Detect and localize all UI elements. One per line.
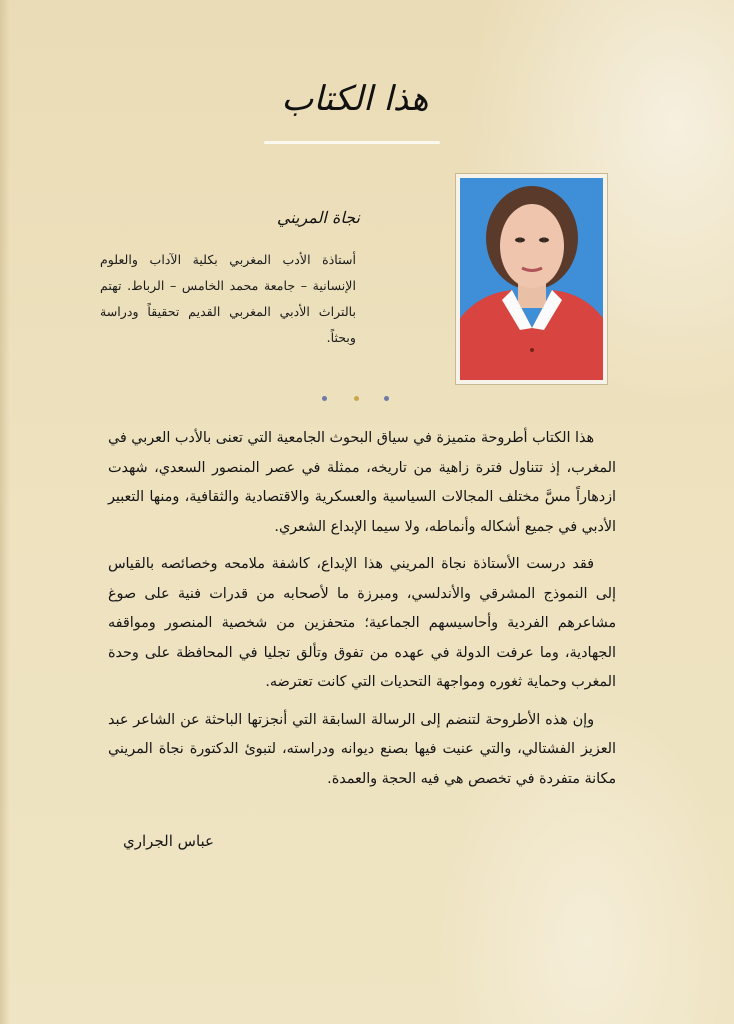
author-bio: أستاذة الأدب المغربي بكلية الآداب والعلوم الإنسانية – جامعة محمد الخامس – الرباط. تهتم بالتراث الأدبي المغربي القديم تحقيقاً ودراسة وبحثاً.	[100, 252, 356, 345]
ornament-dot	[384, 396, 389, 401]
ornament-divider	[318, 396, 398, 406]
paragraph: وإن هذه الأطروحة لتنضم إلى الرسالة السابقة التي أنجزتها الباحثة عن الشاعر عبد العزيز الفشتالي، والتي عنيت فيها بصنع ديوانه ودراسته، لتبوئ الدكتورة نجاة المريني مكانة متفردة في تخصص هي فيه الحجة والعمدة.	[108, 711, 616, 787]
signature: عباس الجراري	[123, 832, 214, 850]
book-description	[108, 424, 616, 802]
author-name: نجاة المريني	[276, 208, 360, 227]
heading-underline	[264, 141, 440, 144]
ornament-dot	[322, 396, 327, 401]
author-portrait	[456, 174, 607, 384]
page-heading: هذا الكتاب	[281, 79, 429, 119]
paragraph: هذا الكتاب أطروحة متميزة في سياق البحوث الجامعية التي تعنى بالأدب العربي في المغرب، إذ تتناول فترة زاهية من تاريخه، ممثلة في عصر المنصور السعدي، شهدت ازدهاراً مسَّ مختلف المجالات السياسية والعسكرية والاقتصادية والثقافية، ومنها التعبير الأدبي في جميع أشكاله وأنماطه، ولا سيما الإبداع الشعري.	[108, 430, 616, 535]
page-edge-shadow	[0, 0, 10, 1024]
ornament-dot	[354, 396, 359, 401]
paragraph: فقد درست الأستاذة نجاة المريني هذا الإبداع، كاشفة ملامحه وخصائصه بالقياس إلى النموذج المشرقي والأندلسي، ومبرزة ما لأصحابه من قدرات فنية على صوغ مشاعرهم الفردية وأحاسيسهم الجماعية؛ متحفزين من شخصية المنصور ومواقفه الجهادية، وما عرفت الدولة في عهده من تفوق وتألق تجليا في المحافظة على وحدة المغرب وحماية ثغوره ومواجهة التحديات التي كانت تعترضه.	[108, 556, 616, 690]
portrait-photo	[460, 178, 603, 380]
